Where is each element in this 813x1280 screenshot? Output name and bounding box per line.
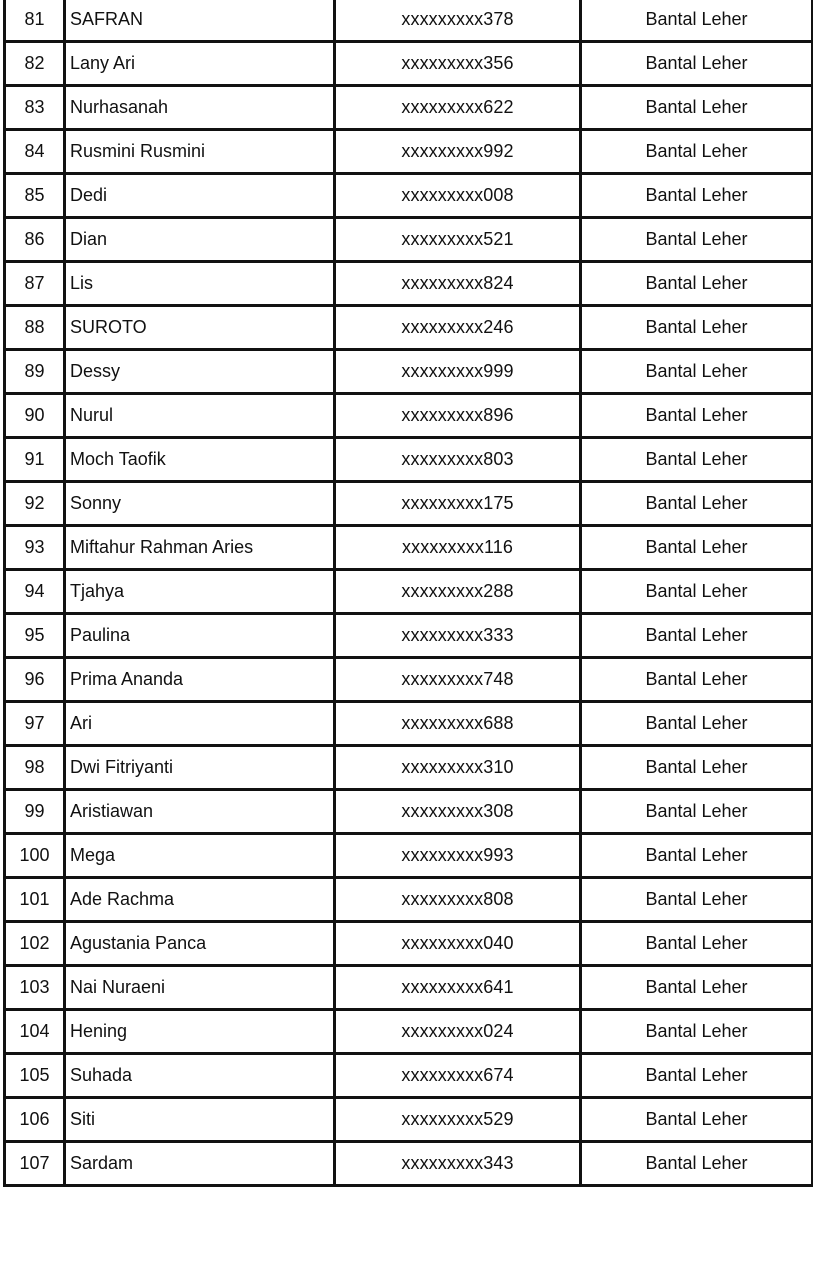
prize-name: Bantal Leher: [581, 834, 813, 878]
row-number: 87: [5, 262, 65, 306]
prize-name: Bantal Leher: [581, 86, 813, 130]
masked-phone-number: xxxxxxxxx803: [335, 438, 581, 482]
table-row: [5, 174, 813, 218]
masked-phone-number: xxxxxxxxx674: [335, 1054, 581, 1098]
participant-name: Aristiawan: [65, 790, 335, 834]
masked-phone-number: xxxxxxxxx246: [335, 306, 581, 350]
row-number: 82: [5, 42, 65, 86]
masked-phone-number: xxxxxxxxx992: [335, 130, 581, 174]
prize-name: Bantal Leher: [581, 174, 813, 218]
participant-name: Nai Nuraeni: [65, 966, 335, 1010]
prize-name: Bantal Leher: [581, 966, 813, 1010]
masked-phone-number: xxxxxxxxx343: [335, 1142, 581, 1186]
row-number: 81: [5, 0, 65, 42]
masked-phone-number: xxxxxxxxx116: [335, 526, 581, 570]
participant-name: Mega: [65, 834, 335, 878]
prize-name: Bantal Leher: [581, 570, 813, 614]
table-row: [5, 350, 813, 394]
table-row: [5, 790, 813, 834]
masked-phone-number: xxxxxxxxx521: [335, 218, 581, 262]
table-row: [5, 570, 813, 614]
table-row: [5, 218, 813, 262]
masked-phone-number: xxxxxxxxx308: [335, 790, 581, 834]
row-number: 104: [5, 1010, 65, 1054]
masked-phone-number: xxxxxxxxx824: [335, 262, 581, 306]
table-row: [5, 922, 813, 966]
row-number: 99: [5, 790, 65, 834]
row-number: 94: [5, 570, 65, 614]
participant-name: Ade Rachma: [65, 878, 335, 922]
prize-name: Bantal Leher: [581, 438, 813, 482]
row-number: 88: [5, 306, 65, 350]
masked-phone-number: xxxxxxxxx748: [335, 658, 581, 702]
row-number: 91: [5, 438, 65, 482]
participant-name: Dedi: [65, 174, 335, 218]
masked-phone-number: xxxxxxxxx622: [335, 86, 581, 130]
masked-phone-number: xxxxxxxxx356: [335, 42, 581, 86]
table-row: [5, 482, 813, 526]
prize-name: Bantal Leher: [581, 42, 813, 86]
participant-name: Dian: [65, 218, 335, 262]
row-number: 86: [5, 218, 65, 262]
winner-table-body: [5, 0, 813, 1186]
prize-name: Bantal Leher: [581, 0, 813, 42]
masked-phone-number: xxxxxxxxx993: [335, 834, 581, 878]
prize-name: Bantal Leher: [581, 526, 813, 570]
participant-name: Sonny: [65, 482, 335, 526]
masked-phone-number: xxxxxxxxx641: [335, 966, 581, 1010]
participant-name: Dessy: [65, 350, 335, 394]
masked-phone-number: xxxxxxxxx288: [335, 570, 581, 614]
participant-name: Miftahur Rahman Aries: [65, 526, 335, 570]
prize-name: Bantal Leher: [581, 394, 813, 438]
participant-name: Nurul: [65, 394, 335, 438]
prize-name: Bantal Leher: [581, 746, 813, 790]
table-row: [5, 306, 813, 350]
masked-phone-number: xxxxxxxxx378: [335, 0, 581, 42]
participant-name: Sardam: [65, 1142, 335, 1186]
masked-phone-number: xxxxxxxxx024: [335, 1010, 581, 1054]
prize-name: Bantal Leher: [581, 922, 813, 966]
winner-table: [3, 0, 813, 1187]
row-number: 97: [5, 702, 65, 746]
row-number: 101: [5, 878, 65, 922]
table-row: [5, 614, 813, 658]
row-number: 95: [5, 614, 65, 658]
prize-name: Bantal Leher: [581, 130, 813, 174]
participant-name: Agustania Panca: [65, 922, 335, 966]
row-number: 96: [5, 658, 65, 702]
row-number: 83: [5, 86, 65, 130]
masked-phone-number: xxxxxxxxx999: [335, 350, 581, 394]
prize-name: Bantal Leher: [581, 614, 813, 658]
masked-phone-number: xxxxxxxxx040: [335, 922, 581, 966]
participant-name: Rusmini Rusmini: [65, 130, 335, 174]
participant-name: Tjahya: [65, 570, 335, 614]
row-number: 84: [5, 130, 65, 174]
prize-name: Bantal Leher: [581, 878, 813, 922]
prize-name: Bantal Leher: [581, 1010, 813, 1054]
participant-name: Paulina: [65, 614, 335, 658]
table-row: [5, 1010, 813, 1054]
participant-name: Prima Ananda: [65, 658, 335, 702]
table-row: [5, 394, 813, 438]
prize-name: Bantal Leher: [581, 218, 813, 262]
row-number: 107: [5, 1142, 65, 1186]
prize-name: Bantal Leher: [581, 702, 813, 746]
prize-name: Bantal Leher: [581, 1142, 813, 1186]
table-row: [5, 878, 813, 922]
row-number: 103: [5, 966, 65, 1010]
prize-name: Bantal Leher: [581, 658, 813, 702]
row-number: 102: [5, 922, 65, 966]
table-row: [5, 262, 813, 306]
row-number: 89: [5, 350, 65, 394]
participant-name: Hening: [65, 1010, 335, 1054]
participant-name: Moch Taofik: [65, 438, 335, 482]
table-row: [5, 1054, 813, 1098]
table-row: [5, 1098, 813, 1142]
prize-name: Bantal Leher: [581, 262, 813, 306]
prize-name: Bantal Leher: [581, 1054, 813, 1098]
masked-phone-number: xxxxxxxxx529: [335, 1098, 581, 1142]
table-row: [5, 702, 813, 746]
prize-name: Bantal Leher: [581, 790, 813, 834]
participant-name: Suhada: [65, 1054, 335, 1098]
winner-list-sheet: [3, 0, 811, 1187]
masked-phone-number: xxxxxxxxx175: [335, 482, 581, 526]
table-row: [5, 526, 813, 570]
row-number: 90: [5, 394, 65, 438]
table-row: [5, 42, 813, 86]
masked-phone-number: xxxxxxxxx688: [335, 702, 581, 746]
row-number: 100: [5, 834, 65, 878]
row-number: 98: [5, 746, 65, 790]
row-number: 93: [5, 526, 65, 570]
participant-name: Dwi Fitriyanti: [65, 746, 335, 790]
masked-phone-number: xxxxxxxxx333: [335, 614, 581, 658]
prize-name: Bantal Leher: [581, 350, 813, 394]
masked-phone-number: xxxxxxxxx896: [335, 394, 581, 438]
table-row: [5, 1142, 813, 1186]
participant-name: Siti: [65, 1098, 335, 1142]
participant-name: Lany Ari: [65, 42, 335, 86]
masked-phone-number: xxxxxxxxx310: [335, 746, 581, 790]
table-row: [5, 438, 813, 482]
table-row: [5, 130, 813, 174]
row-number: 85: [5, 174, 65, 218]
row-number: 92: [5, 482, 65, 526]
table-row: [5, 86, 813, 130]
table-row: [5, 834, 813, 878]
prize-name: Bantal Leher: [581, 306, 813, 350]
participant-name: Lis: [65, 262, 335, 306]
table-row: [5, 966, 813, 1010]
table-row: [5, 0, 813, 42]
masked-phone-number: xxxxxxxxx008: [335, 174, 581, 218]
table-row: [5, 746, 813, 790]
prize-name: Bantal Leher: [581, 482, 813, 526]
table-row: [5, 658, 813, 702]
participant-name: Ari: [65, 702, 335, 746]
participant-name: Nurhasanah: [65, 86, 335, 130]
masked-phone-number: xxxxxxxxx808: [335, 878, 581, 922]
participant-name: SUROTO: [65, 306, 335, 350]
row-number: 105: [5, 1054, 65, 1098]
participant-name: SAFRAN: [65, 0, 335, 42]
row-number: 106: [5, 1098, 65, 1142]
prize-name: Bantal Leher: [581, 1098, 813, 1142]
